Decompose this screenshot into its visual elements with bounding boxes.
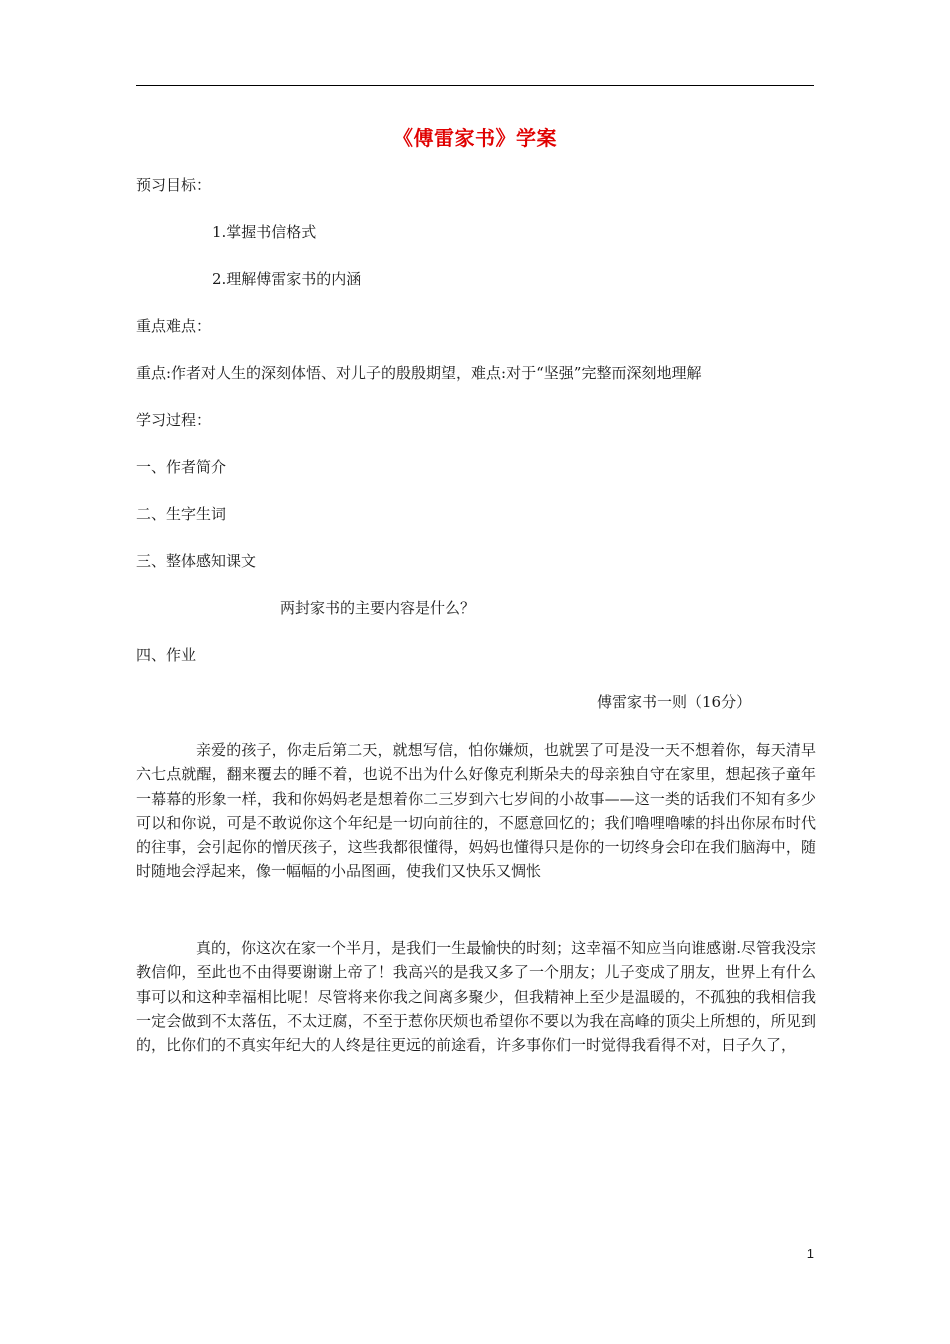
- letter-paragraph-1: 亲爱的孩子，你走后第二天，就想写信，怕你嫌烦，也就罢了可是没一天不想着你，每天清早六七点就醒，翻来覆去的睡不着，也说不出为什么好像克利斯朵夫的母亲独自守在家里，想起孩子童年一幕幕的形象一样，我和你妈妈老是想着你二三岁到六七岁间的小故事——这一类的话我们不知有多少可以和你说，可是不敢说你这个年纪是一切向前往的，不愿意回忆的；我们噜哩噜嗦的抖出你尿布时代的往事，会引起你的憎厌孩子，这些我都很懂得，妈妈也懂得只是你的一切终身会印在我们脑海中，随时随地会浮起来，像一幅幅的小品图画，使我们又快乐又惆怅: [136, 741, 816, 881]
- goal-item-2: 2.理解傅雷家书的内涵: [212, 270, 362, 288]
- exercise-heading: 傅雷家书一则（16分）: [597, 693, 752, 711]
- reading-question: 两封家书的主要内容是什么？: [280, 599, 476, 617]
- page-number: 1: [806, 1246, 814, 1261]
- document-title: 《傅雷家书》学案: [393, 126, 557, 150]
- step-overall-reading: 三、整体感知课文: [136, 552, 257, 570]
- step-homework: 四、作业: [136, 646, 197, 664]
- goal-item-1: 1.掌握书信格式: [212, 223, 317, 241]
- preview-goals-heading: 预习目标：: [136, 176, 212, 194]
- letter-paragraph-2: 真的，你这次在家一个半月，是我们一生最愉快的时刻；这幸福不知应当向谁感谢.尽管我没宗教信仰，至此也不由得要谢谢上帝了！我高兴的是我又多了一个朋友；儿子变成了朋友，世界上有什么事可以和这种幸福相比呢！尽管将来你我之间离多聚少，但我精神上至少是温暖的，不孤独的我相信我一定会做到不太落伍，不太迂腐，不至于惹你厌烦也希望你不要以为我在高峰的顶尖上所想的，所见到的，比你们的不真实年纪大的人终是往更远的前途看，许多事你们一时觉得我看得不对，日子久了，: [136, 939, 816, 1055]
- key-points-heading: 重点难点：: [136, 317, 212, 335]
- step-author-intro: 一、作者简介: [136, 458, 227, 476]
- key-points-detail: 重点:作者对人生的深刻体悟、对儿子的殷殷期望，难点:对于“坚强”完整而深刻地理解: [136, 364, 702, 382]
- header-rule: [136, 85, 814, 86]
- step-vocabulary: 二、生字生词: [136, 505, 227, 523]
- learning-process-heading: 学习过程：: [136, 411, 212, 429]
